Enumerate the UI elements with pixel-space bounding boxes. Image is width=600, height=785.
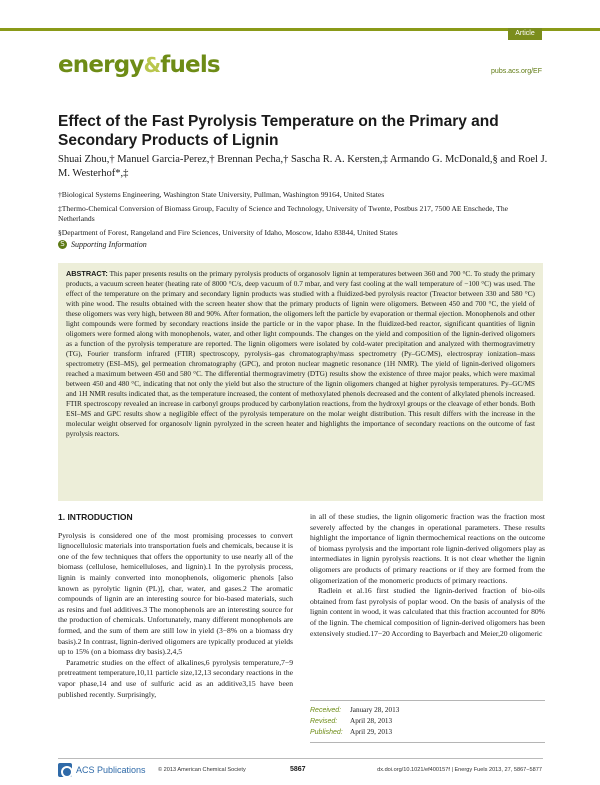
abstract-text: This paper presents results on the primary pyrolysis products of organosolv lignin at temperatures between 360 and 700 °C. To study the primary products, a vacuum screen heater (heating rate of 8000 °C/s, deep vacuum of 0.7 mbar, and very fast cooling at the wall temperature of −100 °C) was used. The effect of the temperature on the primary and secondary lignin products was studied with a fluidized-bed pyrolysis reactor (Treactor between 330 and 580 °C) with pine wood. The results obtained with the screen heater show that the primary products of lignin were oligomers. Between 450 and 700 °C, the yield of these oligomers was very high, between 80 and 90%. After formation, the oligomers left the particle by evaporation or thermal ejection. Monophenols and other light compounds were formed by secondary reactions inside the particle or in the vapor phase. In the fluidized-bed reactor, significant quantities of lignin oligomers were formed along with monophenols, water, and other light compounds. The changes on the yield and composition of the lignin-derived oligomers as a function of the pyrolysis temperature are reported. The lignin oligomers were isolated by cold-water precipitation and analyzed with thermogravimetry (TG), Fourier transform infrared (FTIR) spectroscopy, pyrolysis–gas chromatography/mass spectrometry (Py–GC/MS), electrospray ionization–mass spectrometry (ESI–MS), gel permeation chromatography (GPC), and proton nuclear magnetic resonance (1H NMR). The yield of lignin-derived oligomers reached a maximum between 450 and 580 °C. The differential thermogravimetry (DTG) results show the existence of three major peaks, which were maximal between 450 and 480 °C, indicating that not only the yield but also the structure of the lignin oligomers changed at higher pyrolysis temperatures. Py–GC/MS and 1H NMR results indicated that, as the temperature increased, the content of methoxylated phenols decreased and the content of alkylated phenols increased. FTIR spectroscopy revealed an increase in carbonyl groups produced by carbonylation reactions, from the hydroxyl groups or the cleavage of ether bonds. Both ESI–MS and GPC results show a negligible effect of the pyrolysis temperature on the molar weight distribution. This result differs with the increase in the molecular weight observed for organosolv lignin pyrolyzed in the screen heater and highlights the importance of secondary reactions on the outcome of fast pyrolysis reactors. [66, 269, 536, 438]
affiliation-2: ‡Thermo-Chemical Conversion of Biomass Group, Faculty of Science and Technology, University of Twente, Postbus 217, 7500 AE Enschede, The Netherlands [58, 203, 508, 223]
journal-url-link[interactable]: pubs.acs.org/EF [491, 68, 542, 75]
copyright-notice: © 2013 American Chemical Society [158, 767, 246, 773]
article-title: Effect of the Fast Pyrolysis Temperature on the Primary and Secondary Products of Lignin [58, 113, 499, 149]
journal-logo-part1: energy [58, 52, 144, 78]
journal-logo[interactable] [58, 52, 220, 78]
date-published: Published: April 29, 2013 [310, 728, 393, 736]
acs-publications-logo[interactable] [58, 763, 146, 777]
acs-logo-icon [58, 763, 72, 777]
date-revised: Revised: April 28, 2013 [310, 717, 393, 725]
supporting-info-icon: S [58, 240, 67, 249]
page-number: 5867 [290, 766, 306, 773]
body-paragraph: Pyrolysis is considered one of the most promising processes to convert lignocellulosic materials into transportation fuels and chemicals, because it is one of the few techniques that offers the opportunity to use nearly all of the biomass (cellulose, hemicelluloses, and lignin).1 In the pyrolysis process, lignin is mainly converted into monophenols, oligomeric phenols [also known as pyrolytic lignin (PL)], char, water, and gases.2 The aromatic compounds of lignin are an interesting source for bio-based materials, such as resins and fuel additives.3 The monophenols are an interesting source for the production of chemicals. Unfortunately, many different monophenols are formed, and the sum of them are still low in yield (3−8% on a biomass dry basis).2 In contrast, lignin-derived oligomers are typically produced at yields up to 15% (on a biomass dry basis).2,4,5 [58, 530, 293, 657]
body-paragraph: in all of these studies, the lignin oligomeric fraction was the fraction most severely affected by the changes in operational parameters. These results highlight the importance of lignin thermochemical reactions on the outcome of biomass pyrolysis and the important role lignin-derived oligomers play as intermediates in lignin pyrolysis reactions. It is not clear whether the lignin oligomers are products of primary reactions or if they are formed from the oligomerization of the monomeric products of primary reactions. [310, 512, 545, 585]
publication-dates [310, 700, 545, 743]
acs-publications-label: ACS Publications [76, 765, 146, 775]
affiliations [58, 190, 538, 241]
doi-citation-link[interactable]: dx.doi.org/10.1021/ef400157f | Energy Fuels 2013, 27, 5867−5877 [377, 767, 542, 773]
journal-logo-amp: & [143, 53, 161, 77]
section-heading-introduction: 1. INTRODUCTION [58, 512, 133, 522]
footer-rule [58, 758, 543, 759]
date-received: Received: January 28, 2013 [310, 706, 400, 714]
affiliation-3: §Department of Forest, Rangeland and Fire Sciences, University of Idaho, Moscow, Idaho 83844, United States [58, 227, 398, 237]
supporting-info-link[interactable] [58, 240, 147, 249]
abstract-box [58, 263, 543, 501]
right-column [310, 512, 545, 639]
journal-logo-part2: fuels [160, 52, 220, 78]
body-paragraph: Parametric studies on the effect of alkalines,6 pyrolysis temperature,7−9 pretreatment temperature,10,11 particle size,12,13 secondary reactions in the vapor phase,14 and use of sulfuric acid as an additive3,15 have been published recently. Surprisingly, [58, 657, 293, 699]
left-column [58, 512, 293, 700]
article-type-tab: Article [508, 28, 542, 40]
supporting-info-label: Supporting Information [71, 240, 147, 249]
affiliation-1: †Biological Systems Engineering, Washington State University, Pullman, Washington 99164, United States [58, 190, 385, 199]
abstract-label: ABSTRACT: [66, 269, 108, 278]
author-list: Shuai Zhou,† Manuel Garcia-Perez,† Brennan Pecha,† Sascha R. A. Kersten,‡ Armando G. McDonald,§ and Roel J. M. Westerhof*,‡ [58, 154, 548, 179]
body-paragraph: Radlein et al.16 first studied the lignin-derived fraction of bio-oils obtained from fast pyrolysis of poplar wood. On the basis of analysis of the lignin content in wood, it was calculated that this fraction accounted for 80% of the lignin. The chemical composition of lignin-derived oligomers has been extensively studied.17−20 According to Bayerbach and Meier,20 oligomeric [310, 586, 545, 638]
